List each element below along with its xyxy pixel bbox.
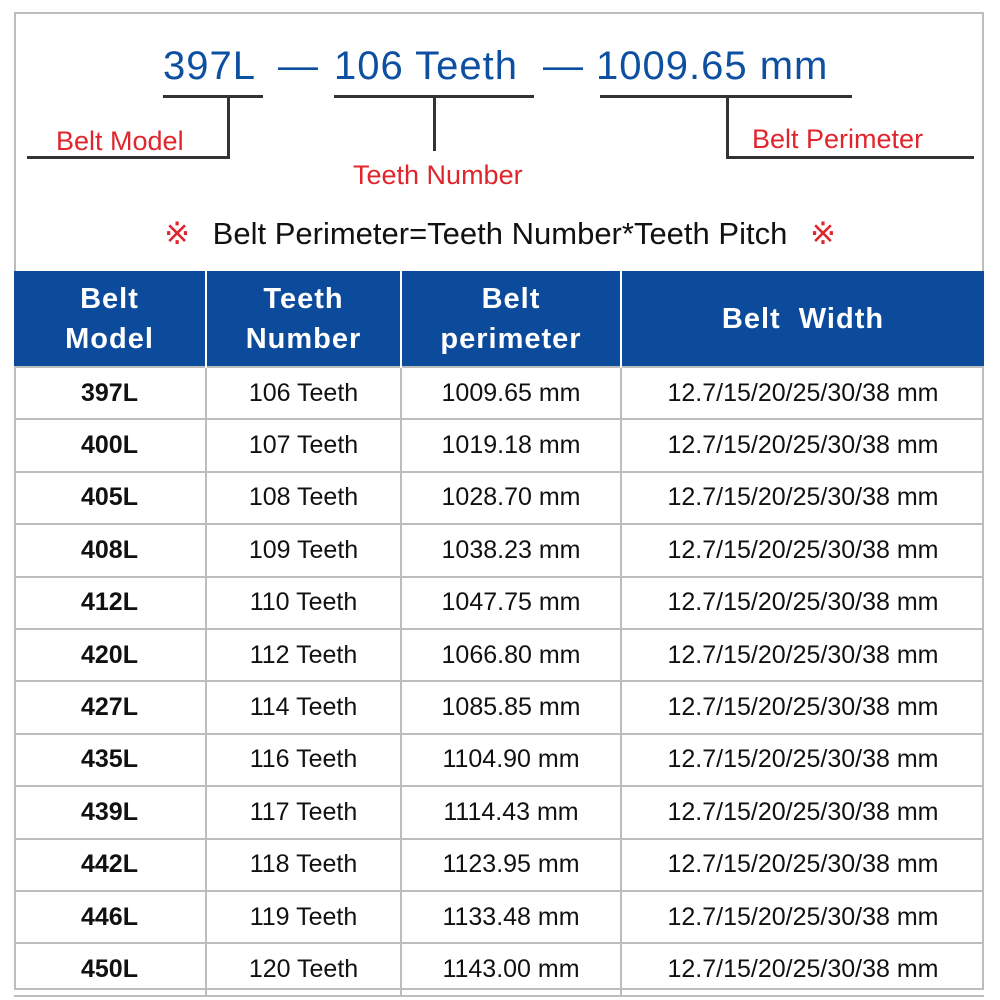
- table-row: [14, 786, 984, 838]
- table-row: [14, 943, 984, 995]
- cell-belt-width: 12.7/15/20/25/30/38 mm: [621, 419, 984, 471]
- table-header-row: [14, 271, 984, 367]
- cell-belt-perimeter: 1019.18 mm: [401, 419, 621, 471]
- perimeter-formula: [0, 214, 1000, 254]
- cell-belt-model: 439L: [14, 786, 206, 838]
- header-teeth-number: Teeth Number: [206, 271, 401, 367]
- underline-model: [163, 95, 263, 98]
- reference-mark-icon: ※: [809, 216, 836, 251]
- cell-teeth-number: 114 Teeth: [206, 681, 401, 733]
- cell-belt-model: 405L: [14, 472, 206, 524]
- table-row: [14, 472, 984, 524]
- cell-teeth-number: 120 Teeth: [206, 943, 401, 995]
- cell-belt-model: 427L: [14, 681, 206, 733]
- cell-belt-width: 12.7/15/20/25/30/38 mm: [621, 681, 984, 733]
- cell-belt-perimeter: 1009.65 mm: [401, 367, 621, 419]
- table-row: [14, 419, 984, 471]
- cell-belt-perimeter: 1143.00 mm: [401, 943, 621, 995]
- cell-belt-model: 420L: [14, 629, 206, 681]
- cell-belt-model: 435L: [14, 734, 206, 786]
- cell-belt-model: 408L: [14, 524, 206, 576]
- cell-belt-width: 12.7/15/20/25/30/38 mm: [621, 891, 984, 943]
- cell-belt-width: 12.7/15/20/25/30/38 mm: [621, 367, 984, 419]
- cell-belt-model: 450L: [14, 943, 206, 995]
- table-row: [14, 367, 984, 419]
- table-row: [14, 577, 984, 629]
- leader-perimeter-horizontal: [726, 156, 974, 159]
- example-teeth: 106 Teeth: [334, 44, 518, 88]
- table-row: [14, 891, 984, 943]
- cell-belt-width: 12.7/15/20/25/30/38 mm: [621, 524, 984, 576]
- cell-belt-model: 397L: [14, 367, 206, 419]
- cell-teeth-number: 109 Teeth: [206, 524, 401, 576]
- cell-teeth-number: 110 Teeth: [206, 577, 401, 629]
- cell-teeth-number: 107 Teeth: [206, 419, 401, 471]
- cell-belt-width: 12.7/15/20/25/30/38 mm: [621, 577, 984, 629]
- cell-teeth-number: 116 Teeth: [206, 734, 401, 786]
- header-belt-model: Belt Model: [14, 271, 206, 367]
- cell-belt-perimeter: 1047.75 mm: [401, 577, 621, 629]
- leader-model-horizontal: [27, 156, 230, 159]
- cell-belt-perimeter: 1133.48 mm: [401, 891, 621, 943]
- belt-spec-table: [14, 271, 984, 997]
- cell-belt-width: 12.7/15/20/25/30/38 mm: [621, 629, 984, 681]
- cell-belt-width: 12.7/15/20/25/30/38 mm: [621, 472, 984, 524]
- cell-teeth-number: 119 Teeth: [206, 891, 401, 943]
- cell-belt-perimeter: 1085.85 mm: [401, 681, 621, 733]
- cell-belt-perimeter: 1038.23 mm: [401, 524, 621, 576]
- formula-text: Belt Perimeter=Teeth Number*Teeth Pitch: [212, 216, 788, 251]
- cell-teeth-number: 117 Teeth: [206, 786, 401, 838]
- cell-teeth-number: 118 Teeth: [206, 839, 401, 891]
- header-belt-perimeter: Belt perimeter: [401, 271, 621, 367]
- cell-belt-model: 412L: [14, 577, 206, 629]
- label-belt-perimeter: Belt Perimeter: [752, 124, 924, 154]
- table-row: [14, 629, 984, 681]
- cell-belt-width: 12.7/15/20/25/30/38 mm: [621, 839, 984, 891]
- table-row: [14, 681, 984, 733]
- cell-belt-perimeter: 1066.80 mm: [401, 629, 621, 681]
- cell-belt-width: 12.7/15/20/25/30/38 mm: [621, 943, 984, 995]
- cell-belt-model: 400L: [14, 419, 206, 471]
- example-model: 397L: [163, 44, 256, 88]
- header-belt-width: Belt Width: [621, 271, 984, 367]
- cell-teeth-number: 108 Teeth: [206, 472, 401, 524]
- cell-belt-model: 446L: [14, 891, 206, 943]
- cell-belt-width: 12.7/15/20/25/30/38 mm: [621, 734, 984, 786]
- label-belt-model: Belt Model: [56, 126, 184, 156]
- cell-teeth-number: 106 Teeth: [206, 367, 401, 419]
- cell-belt-perimeter: 1123.95 mm: [401, 839, 621, 891]
- table-row: [14, 839, 984, 891]
- example-dash-2: —: [543, 44, 584, 88]
- example-perimeter: 1009.65 mm: [596, 44, 829, 88]
- cell-belt-width: 12.7/15/20/25/30/38 mm: [621, 786, 984, 838]
- cell-belt-perimeter: 1028.70 mm: [401, 472, 621, 524]
- cell-teeth-number: 112 Teeth: [206, 629, 401, 681]
- cell-belt-model: 442L: [14, 839, 206, 891]
- example-dash-1: —: [278, 44, 319, 88]
- leader-teeth-vertical: [433, 95, 436, 151]
- table-row: [14, 734, 984, 786]
- cell-belt-perimeter: 1104.90 mm: [401, 734, 621, 786]
- label-teeth-number: Teeth Number: [353, 160, 523, 190]
- reference-mark-icon: ※: [164, 216, 191, 251]
- cell-belt-perimeter: 1114.43 mm: [401, 786, 621, 838]
- leader-model-vertical: [227, 95, 230, 158]
- leader-perimeter-vertical: [726, 95, 729, 158]
- table-row: [14, 524, 984, 576]
